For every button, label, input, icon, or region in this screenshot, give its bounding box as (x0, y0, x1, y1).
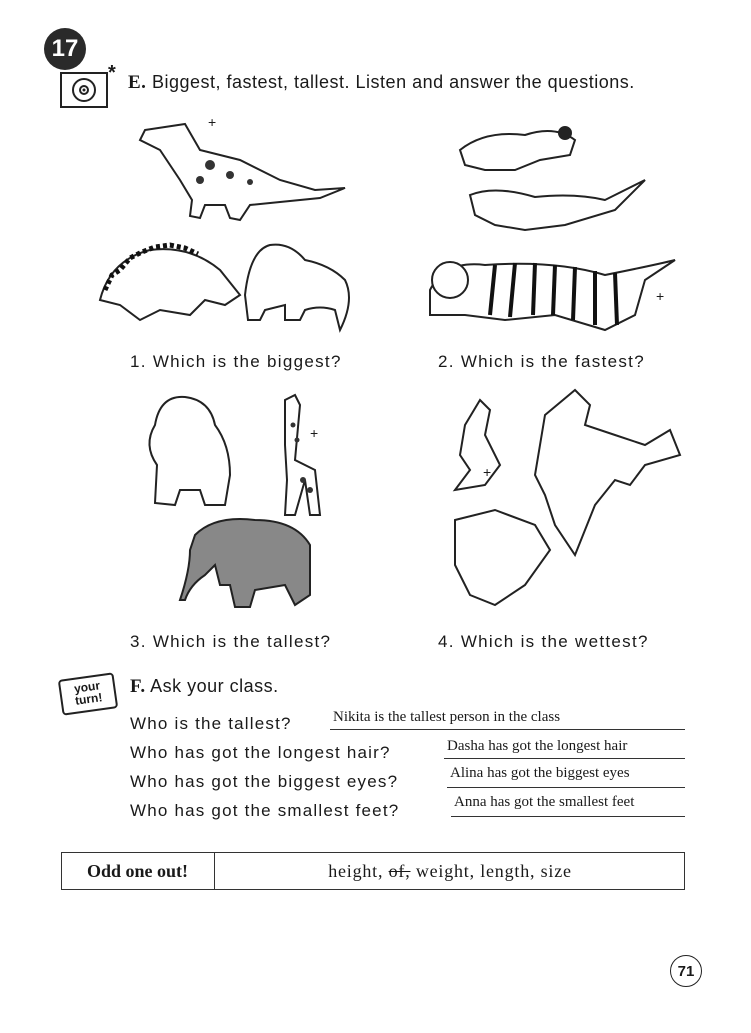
word-size[interactable]: size (540, 860, 572, 881)
word-length[interactable]: length, (480, 860, 536, 881)
star-icon: * (108, 62, 116, 84)
answer-field-4[interactable] (451, 794, 685, 817)
question-1-number: 1. (130, 352, 147, 371)
odd-one-out-label: Odd one out! (61, 852, 215, 890)
tick-mark-wettest: + (483, 464, 492, 480)
answer-field-3[interactable] (447, 765, 685, 788)
question-1 (130, 352, 342, 372)
question-2-number: 2. (438, 352, 455, 371)
section-f-heading (130, 676, 279, 698)
answer-field-2[interactable] (444, 736, 685, 759)
fast-animals-illustration (405, 115, 680, 340)
section-f-title: Ask your class. (150, 676, 279, 696)
answer-text-4: Anna has got the smallest feet (454, 794, 635, 810)
tick-mark-biggest: + (208, 114, 217, 130)
question-2-text: Which is the fastest? (460, 352, 645, 371)
ask-question-4: Who has got the smallest feet? (130, 801, 400, 820)
word-weight[interactable]: weight, (415, 860, 475, 881)
tall-animals-illustration (135, 385, 335, 615)
answer-text-2: Dasha has got the longest hair (447, 738, 628, 754)
your-turn-stamp: your turn! (58, 672, 118, 715)
section-e-title: Biggest, fastest, tallest. Listen and answer the questions. (151, 72, 635, 92)
word-of-struck[interactable]: of, (388, 860, 411, 881)
question-1-text: Which is the biggest? (152, 352, 342, 371)
question-3 (130, 632, 331, 652)
tick-mark-tallest: + (310, 425, 319, 441)
ask-question-3: Who has got the biggest eyes? (130, 772, 399, 791)
word-height[interactable]: height, (328, 860, 384, 881)
question-4 (438, 632, 649, 652)
question-4-text: Which is the wettest? (460, 632, 649, 651)
section-f-letter: F. (130, 676, 146, 697)
lesson-number: 17 (51, 35, 79, 62)
page-number: 71 (670, 955, 702, 987)
section-e-letter: E. (128, 72, 147, 93)
section-e-heading (128, 72, 635, 94)
answer-text-1: Nikita is the tallest person in the class (333, 709, 561, 725)
cd-audio-icon (60, 72, 108, 108)
tick-mark-fastest: + (656, 288, 665, 304)
maps-illustration (445, 385, 685, 610)
question-4-number: 4. (438, 632, 455, 651)
question-2 (438, 352, 645, 372)
question-3-text: Which is the tallest? (152, 632, 332, 651)
question-3-number: 3. (130, 632, 147, 651)
answer-text-3: Alina has got the biggest eyes (450, 765, 630, 781)
ask-question-1: Who is the tallest? (130, 714, 292, 733)
dinosaurs-illustration (90, 110, 370, 350)
lesson-number-badge (44, 28, 86, 70)
answer-field-1[interactable] (330, 707, 685, 730)
ask-question-2: Who has got the longest hair? (130, 743, 391, 762)
odd-one-out-words (215, 852, 685, 890)
